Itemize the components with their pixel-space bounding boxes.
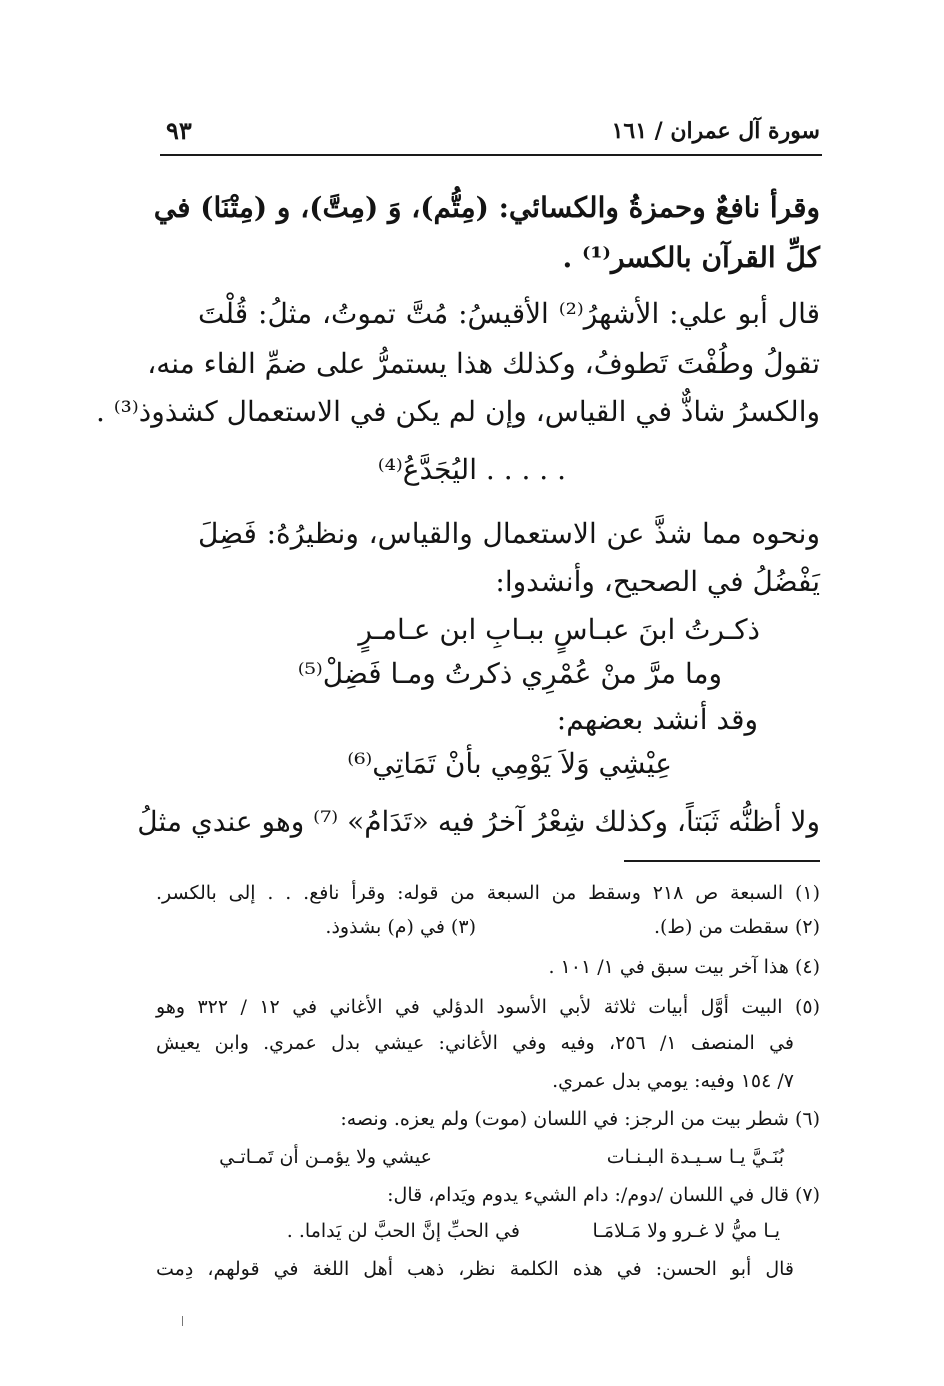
footnote-4: (٤) هذا آخر بيت سبق في ١/ ١٠١ . <box>548 956 820 978</box>
scan-mark <box>182 1316 186 1326</box>
text-line: والكسرُ شاذٌّ في القياس، وإن لم يكن في الاستعمال كشذوذ⁽³⁾ . <box>95 395 820 428</box>
running-title: سورة آل عمران / ١٦١ <box>611 118 820 144</box>
footnote-7-line: قال أبو الحسن: في هذه الكلمة نظر، ذهب أهل اللغة في قولهم، دِمت <box>156 1258 794 1280</box>
page-number: ٩٣ <box>166 116 192 145</box>
footnote-2: (٢) سقطت من (ط). <box>653 916 820 938</box>
footnote-5-line: ٧/ ١٥٤ وفيه: يومي بدل عمري. <box>552 1070 794 1092</box>
footnote-7-verse: في الحبِّ إنَّ الحبَّ لن يَداما. . <box>286 1220 520 1242</box>
text-line: ولا أظنُّه ثَبَتاً، وكذلك شِعْرُ آخرُ فيه «تَدَامُ» ⁽⁷⁾ وهو عندي مثلُ <box>137 805 820 838</box>
footnote-6-line: (٦) شطر بيت من الرجز: في اللسان (موت) ولم يعزه. ونصه: <box>340 1108 820 1130</box>
footnote-7-line: (٧) قال في اللسان /دوم/: دام الشيء يدوم ويَدام، قال: <box>387 1184 820 1206</box>
half-verse: . . . . . اليُجَدَّعُ⁽⁴⁾ <box>377 453 566 486</box>
text-line: قال أبو علي: الأشهرُ⁽²⁾ الأقيسُ: مُتَّ تموتُ، مثلُ: قُلْتَ <box>198 297 820 330</box>
text-line: وقرأ نافعٌ وحمزةُ والكسائي: (مِتُّم)، وَ (مِتَّ)، و (مِتْنَا) في <box>153 191 820 224</box>
running-header <box>160 112 822 156</box>
text-line: يَفْضُلُ في الصحيح، وأنشدوا: <box>495 565 820 598</box>
footnote-7-verse: يـا ميُّ لا غـرو ولا مَـلامَـا <box>592 1220 780 1242</box>
text-line: ونحوه مما شذَّ عن الاستعمال والقياس، ونظيرُهُ: فَضِلَ <box>198 517 820 550</box>
footnote-6-verse: عيشي ولا يؤمـن أن تَمـاتـي <box>219 1146 432 1168</box>
footnote-3: (٣) في (م) بشذوذ. <box>325 916 476 938</box>
footnote-5-line: في المنصف ١/ ٢٥٦، وفيه وفي الأغاني: عيشي بدل عمري. وابن يعيش <box>156 1032 794 1054</box>
footnote-separator <box>624 860 820 862</box>
text-line: تقولُ وطُفْتَ تَطوفُ، وكذلك هذا يستمرُّ على ضمِّ الفاء منه، <box>147 347 820 380</box>
poem-intro: وقد أنشد بعضهم: <box>556 703 758 736</box>
footnote-6-verse: بُنَـيَّ يـا سـيـدة البـنـات <box>606 1146 784 1168</box>
poem-line: وما مرَّ منْ عُمْرِي ذكرتُ ومـا فَضِلْ⁽⁵⁾ <box>297 657 722 690</box>
poem-line: عِيْشِي وَلاَ يَوْمِي بأنْ تَمَاتِي⁽⁶⁾ <box>347 747 672 780</box>
text-line: كلِّ القرآن بالكسر⁽¹⁾ . <box>562 241 820 274</box>
poem-line: ذكـرتُ ابنَ عبـاسٍ ببـابِ ابن عـامـرٍ <box>358 613 760 646</box>
footnote-5-line: (٥) البيت أوَّل أبيات ثلاثة لأبي الأسود الدؤلي في الأغاني في ١٢ / ٣٢٢ وهو <box>156 996 820 1018</box>
footnote-1: (١) السبعة ص ٢١٨ وسقط من السبعة من قوله: وقرأ نافع. . . إلى بالكسر. <box>156 882 821 904</box>
